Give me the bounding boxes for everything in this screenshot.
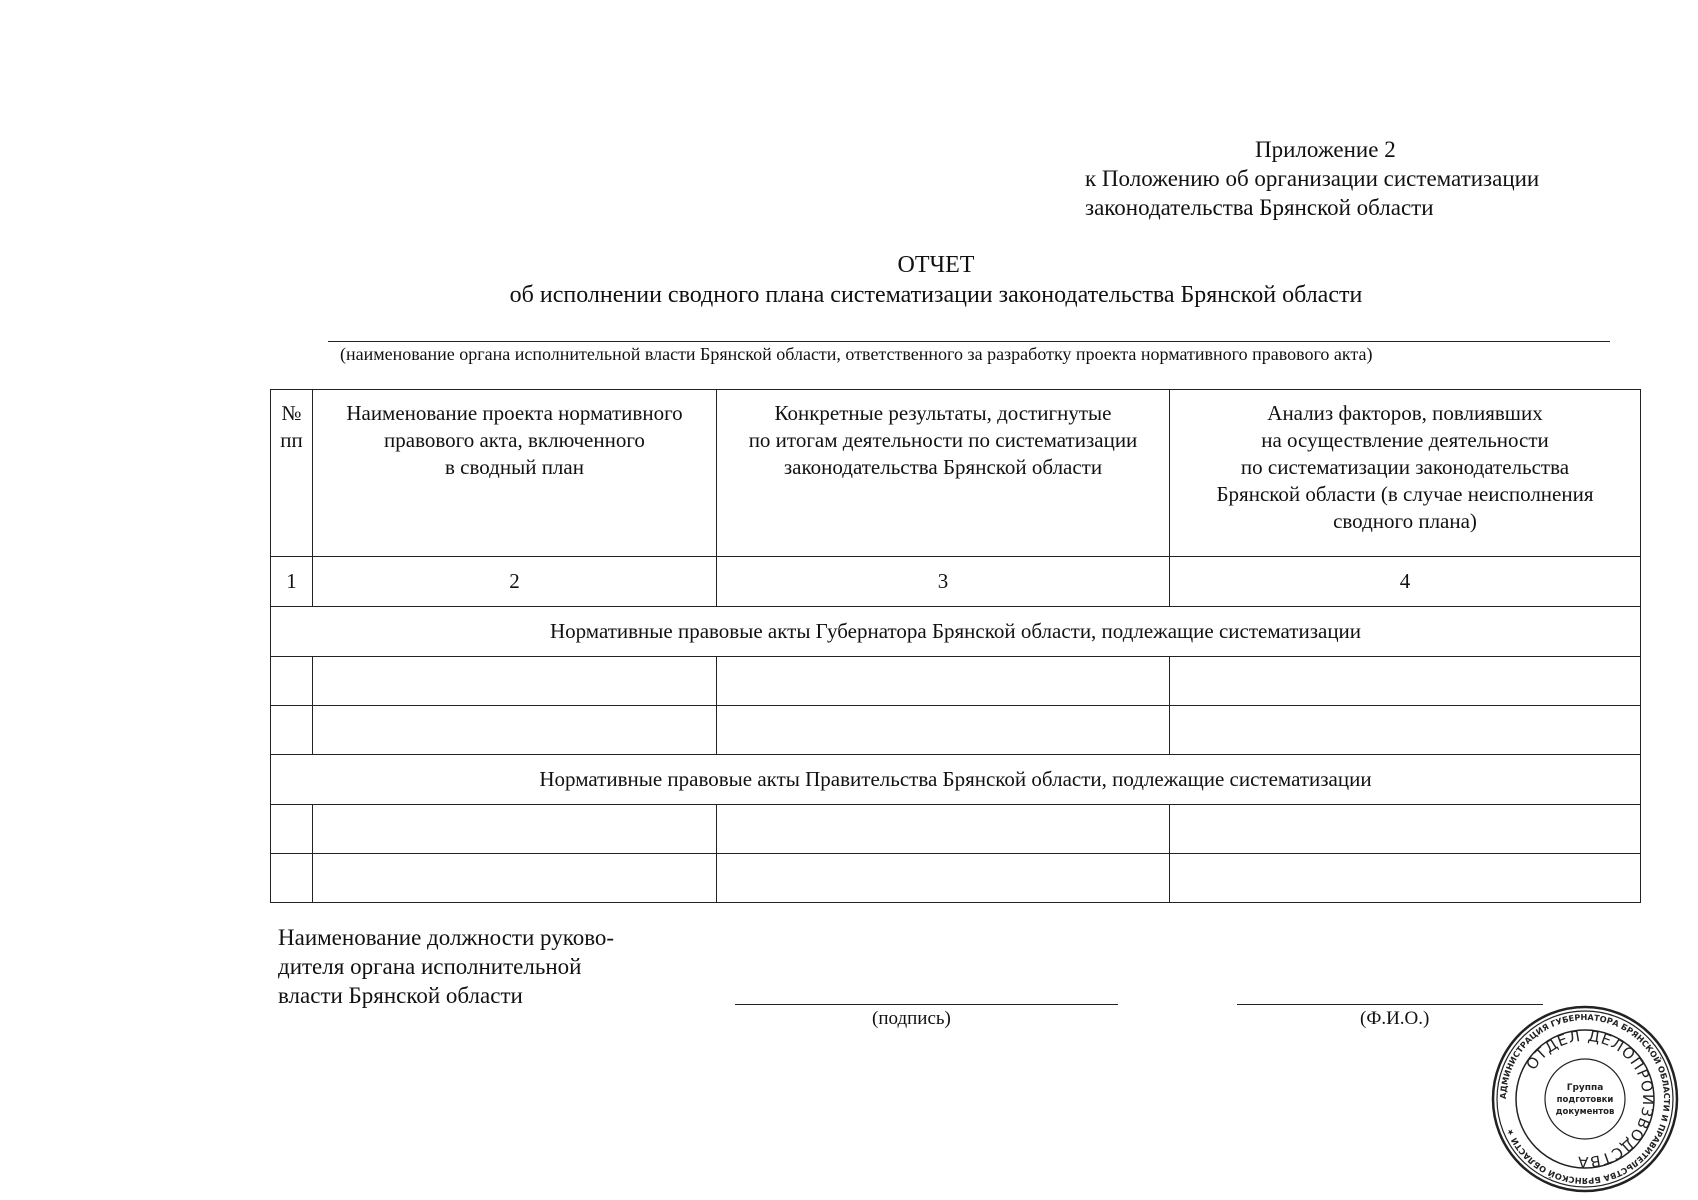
header-cell-results: Конкретные результаты, достигнутые по итогам деятельности по систематизации законодательства Брянской области: [717, 390, 1170, 557]
table-row: [271, 805, 1641, 854]
column-number: 1: [271, 557, 313, 607]
table-cell[interactable]: [717, 657, 1170, 706]
report-subtitle: об исполнении сводного плана систематизации законодательства Брянской области: [509, 282, 1363, 308]
table-cell[interactable]: [313, 854, 717, 903]
table-header-row: [271, 390, 1641, 557]
section-title-government: Нормативные правовые акты Правительства Брянской области, подлежащие систематизации: [271, 755, 1641, 805]
section-title-governor: Нормативные правовые акты Губернатора Брянской области, подлежащие систематизации: [271, 607, 1641, 657]
table-row: [271, 854, 1641, 903]
report-title-block: [0, 250, 1698, 310]
stamp-dept-text: ОТДЕЛ ДЕЛОПРОИЗВОДСТВА: [1522, 1026, 1658, 1172]
stamp-center-line-2: подготовки: [1556, 1095, 1614, 1105]
section-row-governor: [271, 607, 1641, 657]
table-row: [271, 657, 1641, 706]
header-cell-number: № пп: [271, 390, 313, 557]
header-cell-analysis: Анализ факторов, повлиявших на осуществление деятельности по систематизации законодательства Брянской области (в случае неисполнения сводного плана): [1170, 390, 1641, 557]
table-cell[interactable]: [1170, 854, 1641, 903]
org-name-line[interactable]: [328, 341, 1610, 342]
annex-line-1: Приложение 2: [1255, 137, 1396, 162]
stamp-center-line-1: Группа: [1566, 1083, 1604, 1093]
table-cell[interactable]: [271, 657, 313, 706]
column-number: 2: [313, 557, 717, 607]
table-cell[interactable]: [271, 854, 313, 903]
table-cell[interactable]: [717, 805, 1170, 854]
table-cell[interactable]: [1170, 706, 1641, 755]
column-number: 3: [717, 557, 1170, 607]
report-title: ОТЧЕТ: [897, 252, 975, 278]
table-cell[interactable]: [271, 706, 313, 755]
table-cell[interactable]: [271, 805, 313, 854]
header-cell-act-name: Наименование проекта нормативного правового акта, включенного в сводный план: [313, 390, 717, 557]
column-number: 4: [1170, 557, 1641, 607]
table-cell[interactable]: [717, 854, 1170, 903]
stamp-center-line-3: документов: [1555, 1107, 1615, 1117]
table-cell[interactable]: [313, 706, 717, 755]
table-cell[interactable]: [313, 657, 717, 706]
signature-line[interactable]: [735, 1004, 1118, 1005]
column-numbers-row: [271, 557, 1641, 607]
section-row-government: [271, 755, 1641, 805]
table-cell[interactable]: [1170, 657, 1641, 706]
report-table: [270, 389, 1641, 903]
signature-label: (подпись): [872, 1008, 951, 1029]
org-name-caption: (наименование органа исполнительной власти Брянской области, ответственного за разработку проекта нормативного правового акта): [340, 344, 1373, 364]
annex-line-3: законодательства Брянской области: [1085, 195, 1434, 220]
table-cell[interactable]: [717, 706, 1170, 755]
head-position-label: Наименование должности руково- дителя органа исполнительной власти Брянской области: [278, 925, 615, 1008]
fio-label: (Ф.И.О.): [1360, 1008, 1430, 1029]
table-cell[interactable]: [1170, 805, 1641, 854]
stamp-ring-text: АДМИНИСТРАЦИЯ ГУБЕРНАТОРА БРЯНСКОЙ ОБЛАСТИ И ПРАВИТЕЛЬСТВА БРЯНСКОЙ ОБЛАСТИ ★: [1497, 1011, 1673, 1187]
table-cell[interactable]: [313, 805, 717, 854]
table-row: [271, 706, 1641, 755]
annex-block: [1085, 135, 1539, 222]
annex-line-2: к Положению об организации систематизации: [1085, 166, 1540, 191]
official-stamp: [1490, 1004, 1680, 1194]
